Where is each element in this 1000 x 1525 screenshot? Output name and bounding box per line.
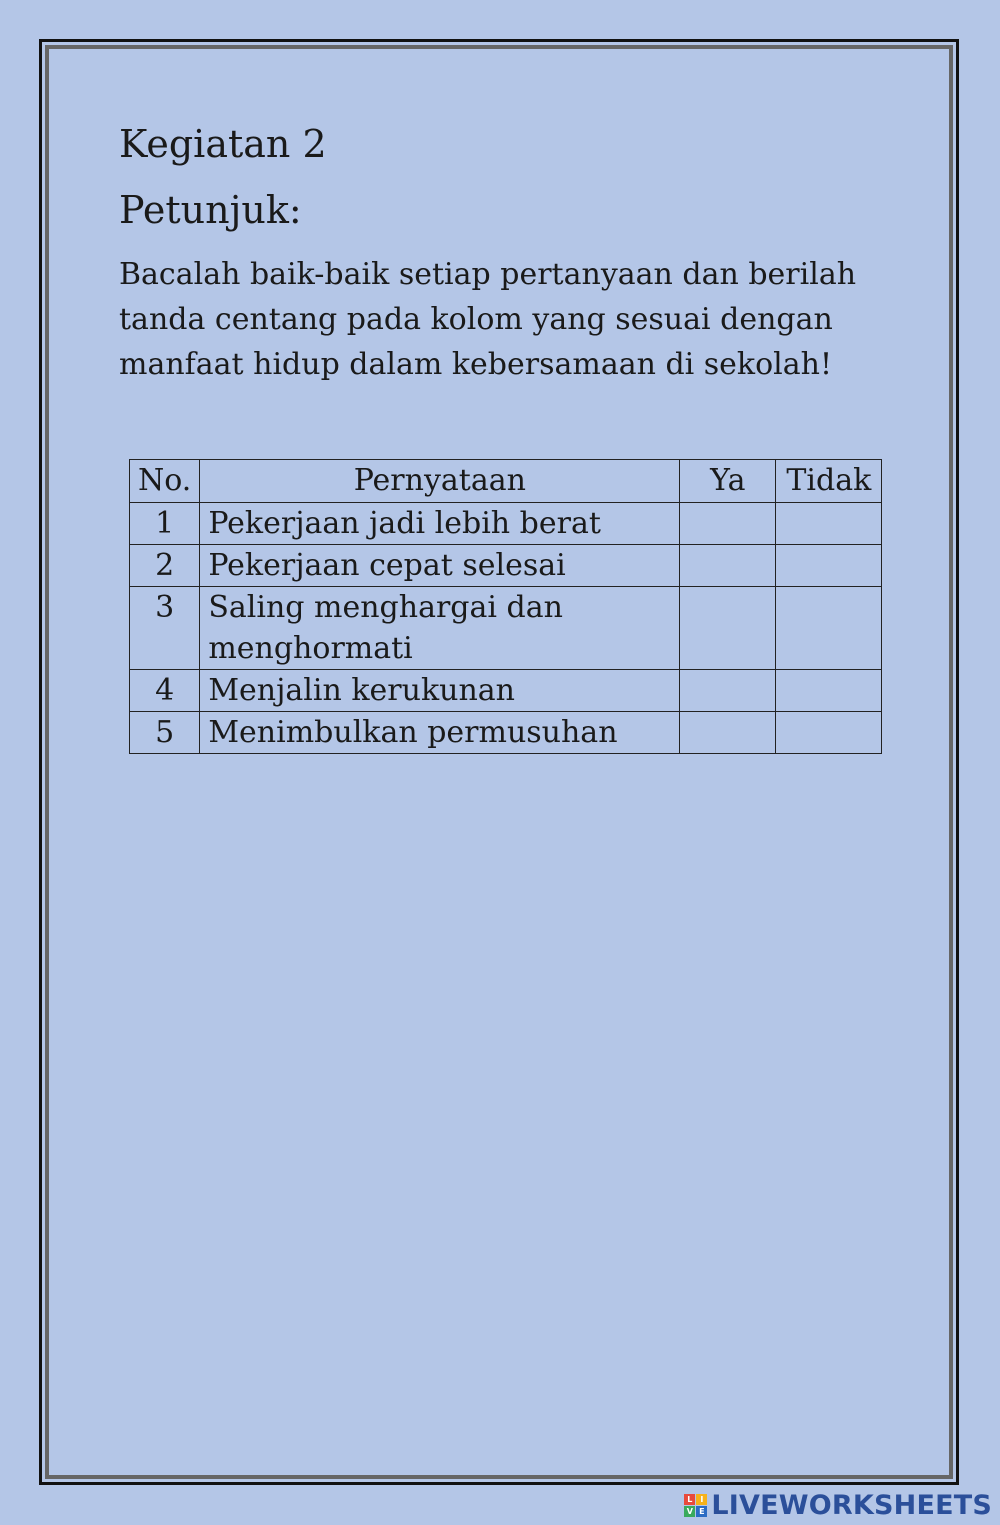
- header-no: No.: [130, 460, 200, 503]
- header-yes: Ya: [680, 460, 776, 503]
- logo-mark-letter: E: [696, 1506, 707, 1517]
- answer-yes-cell[interactable]: [680, 545, 776, 587]
- table-row: [130, 712, 882, 754]
- liveworksheets-mark-icon: [684, 1494, 707, 1517]
- row-number: 2: [130, 545, 200, 587]
- instructions-heading: Petunjuk:: [119, 188, 302, 232]
- table-header-row: [130, 460, 882, 503]
- logo-mark-letter: L: [684, 1494, 695, 1505]
- row-number: 3: [130, 587, 200, 670]
- table-row: [130, 670, 882, 712]
- header-statement: Pernyataan: [200, 460, 680, 503]
- answer-yes-cell[interactable]: [680, 712, 776, 754]
- row-number: 5: [130, 712, 200, 754]
- table-row: [130, 545, 882, 587]
- table-row: [130, 587, 882, 670]
- answer-no-cell[interactable]: [776, 545, 882, 587]
- answer-yes-cell[interactable]: [680, 503, 776, 545]
- row-statement: Pekerjaan jadi lebih berat: [200, 503, 680, 545]
- logo-mark-letter: V: [684, 1506, 695, 1517]
- logo-mark-letter: I: [696, 1494, 707, 1505]
- row-number: 1: [130, 503, 200, 545]
- row-statement: Pekerjaan cepat selesai: [200, 545, 680, 587]
- row-statement: Menimbulkan permusuhan: [200, 712, 680, 754]
- logo-text: LIVEWORKSHEETS: [711, 1490, 992, 1521]
- row-number: 4: [130, 670, 200, 712]
- instructions-text: Bacalah baik-baik setiap pertanyaan dan berilah tanda centang pada kolom yang sesuai dengan manfaat hidup dalam kebersamaan di sekolah!: [119, 257, 857, 382]
- header-no-answer: Tidak: [776, 460, 882, 503]
- row-statement: Saling menghargai dan menghormati: [200, 587, 680, 670]
- answer-no-cell[interactable]: [776, 503, 882, 545]
- table-row: [130, 503, 882, 545]
- row-statement: Menjalin kerukunan: [200, 670, 680, 712]
- answer-yes-cell[interactable]: [680, 670, 776, 712]
- answer-no-cell[interactable]: [776, 670, 882, 712]
- liveworksheets-logo[interactable]: [684, 1490, 992, 1521]
- answer-no-cell[interactable]: [776, 712, 882, 754]
- page-title: Kegiatan 2: [119, 122, 327, 166]
- answer-no-cell[interactable]: [776, 587, 882, 670]
- statements-table: [129, 459, 882, 754]
- answer-yes-cell[interactable]: [680, 587, 776, 670]
